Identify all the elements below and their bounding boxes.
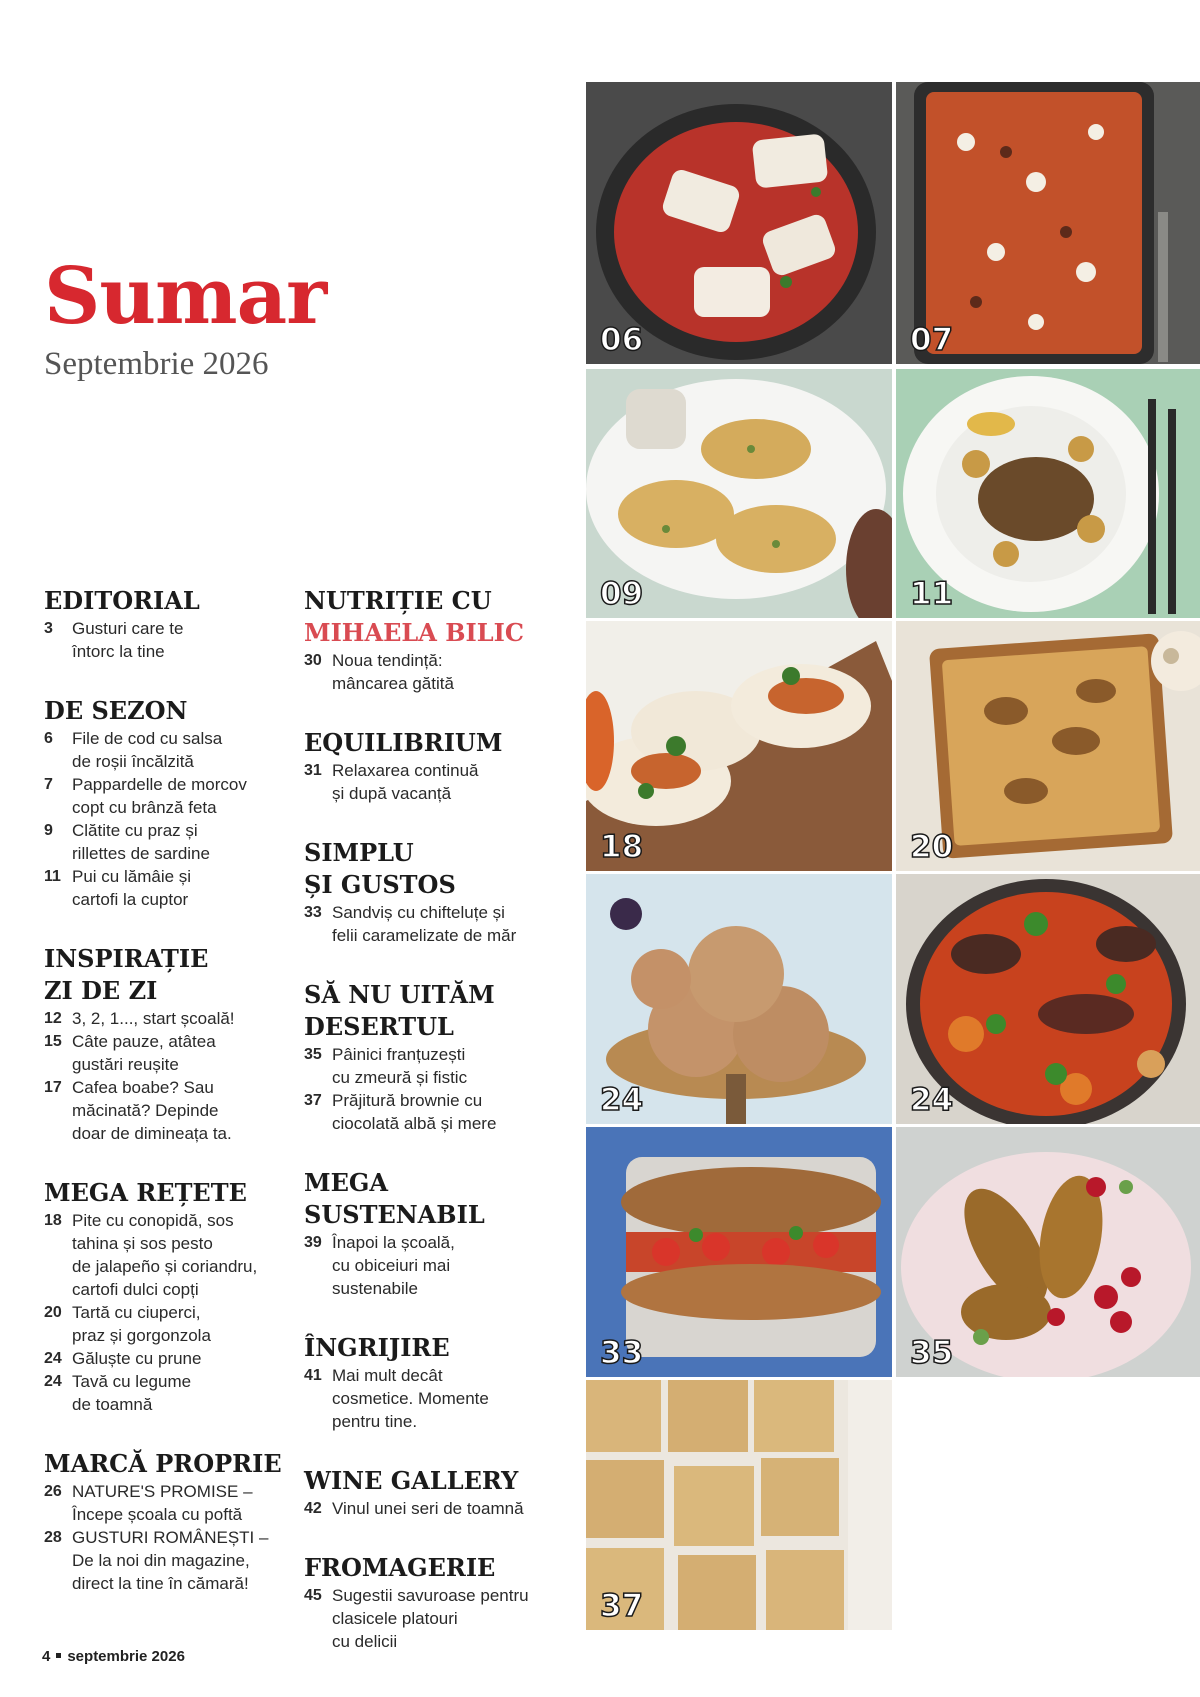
toc-section-desertul bbox=[304, 979, 564, 1135]
section-title: FROMAGERIE bbox=[304, 1553, 496, 1582]
toc-item-text: Găluște cu prune bbox=[72, 1349, 202, 1368]
toc-item-text: Tartă cu ciuperci, praz și gorgonzola bbox=[72, 1303, 211, 1345]
toc-item-text: Clătite cu praz și rillettes de sardine bbox=[72, 821, 210, 863]
toc-item[interactable] bbox=[304, 759, 564, 805]
toc-page-number: 24 bbox=[44, 1373, 62, 1390]
photo-mushroom-tart[interactable] bbox=[896, 621, 1200, 871]
photo-page-number: 35 bbox=[910, 1335, 954, 1371]
toc-page-number: 3 bbox=[44, 620, 53, 637]
toc-item-text: 3, 2, 1..., start școală! bbox=[72, 1009, 235, 1028]
photo-cauliflower-pitas[interactable] bbox=[586, 621, 892, 871]
toc-item-text: Vinul unei seri de toamnă bbox=[332, 1499, 524, 1518]
toc-item-text: File de cod cu salsa de roșii încălzită bbox=[72, 729, 223, 771]
page-subtitle: Septembrie 2026 bbox=[44, 346, 269, 382]
section-title-line2: ZI DE ZI bbox=[44, 976, 158, 1005]
toc-section-editorial bbox=[44, 585, 284, 663]
toc-section-equilibrium bbox=[304, 727, 564, 805]
footer-label: septembrie 2026 bbox=[67, 1648, 185, 1665]
photo-plum-dumplings[interactable] bbox=[586, 874, 892, 1124]
toc-item[interactable] bbox=[44, 727, 284, 773]
photo-page-number: 07 bbox=[910, 322, 954, 358]
toc-item[interactable] bbox=[304, 649, 564, 695]
toc-item[interactable] bbox=[304, 1043, 564, 1089]
toc-section-mega-sustenabil bbox=[304, 1167, 564, 1300]
toc-item-text: Prăjitură brownie cu ciocolată albă și mere bbox=[332, 1091, 497, 1133]
toc-column-right bbox=[304, 585, 564, 1685]
toc-item-text: Câte pauze, atâtea gustări reușite bbox=[72, 1032, 216, 1074]
toc-item-text: Pui cu lămâie și cartofi la cuptor bbox=[72, 867, 192, 909]
toc-section-simplu bbox=[304, 837, 564, 947]
footer-page-number: 4 bbox=[42, 1648, 51, 1665]
toc-page-number: 9 bbox=[44, 822, 53, 839]
section-title: DE SEZON bbox=[44, 696, 188, 725]
photo-page-number: 18 bbox=[600, 829, 644, 865]
page-title: Sumar bbox=[44, 251, 327, 342]
toc-page-number: 24 bbox=[44, 1350, 62, 1367]
toc-section-wine-gallery bbox=[304, 1465, 564, 1520]
toc-page-number: 30 bbox=[304, 652, 322, 669]
toc-item-text: Pappardelle de morcov copt cu brânză feta bbox=[72, 775, 247, 817]
photo-page-number: 37 bbox=[600, 1588, 644, 1624]
toc-item-text: Mai mult decât cosmetice. Momente pentru tine. bbox=[332, 1366, 489, 1431]
toc-item-text: Gusturi care te întorc la tine bbox=[72, 619, 184, 661]
toc-item[interactable] bbox=[304, 1364, 564, 1433]
section-title-line1: SĂ NU UITĂM bbox=[304, 980, 495, 1009]
toc-page-number: 12 bbox=[44, 1010, 62, 1027]
section-title bbox=[304, 1167, 564, 1231]
section-title bbox=[304, 837, 564, 901]
photo-page-number: 24 bbox=[910, 1082, 954, 1118]
section-title bbox=[44, 943, 284, 1007]
toc-item[interactable] bbox=[304, 1089, 564, 1135]
photo-page-number: 11 bbox=[910, 576, 954, 612]
toc-page-number: 39 bbox=[304, 1234, 322, 1251]
photo-page-number: 24 bbox=[600, 1082, 644, 1118]
toc-page-number: 18 bbox=[44, 1212, 62, 1229]
toc-column-left bbox=[44, 585, 284, 1627]
page-footer bbox=[42, 1648, 185, 1665]
toc-item[interactable] bbox=[44, 819, 284, 865]
photo-page-number: 33 bbox=[600, 1335, 644, 1371]
toc-item-text: Cafea boabe? Sau măcinată? Depinde doar de dimineața ta. bbox=[72, 1078, 232, 1143]
section-title-line1: INSPIRAȚIE bbox=[44, 944, 209, 973]
toc-item[interactable] bbox=[44, 617, 284, 663]
toc-page-number: 26 bbox=[44, 1483, 62, 1500]
toc-page-number: 31 bbox=[304, 762, 322, 779]
photo-meatball-sandwich[interactable] bbox=[586, 1127, 892, 1377]
toc-item[interactable] bbox=[44, 1076, 284, 1145]
toc-page-number: 35 bbox=[304, 1046, 322, 1063]
toc-page-number: 17 bbox=[44, 1079, 62, 1096]
toc-item[interactable] bbox=[44, 1347, 284, 1370]
toc-item-text: Relaxarea continuă și după vacanță bbox=[332, 761, 479, 803]
toc-item-text: GUSTURI ROMÂNEȘTI – De la noi din magazine, direct la tine în cămară! bbox=[72, 1528, 269, 1593]
toc-item-text: Sugestii savuroase pentru clasicele platouri cu delicii bbox=[332, 1586, 529, 1651]
toc-section-marca-proprie bbox=[44, 1448, 284, 1595]
section-title: WINE GALLERY bbox=[304, 1466, 519, 1495]
photo-page-number: 09 bbox=[600, 576, 644, 612]
toc-item-text: NATURE'S PROMISE – Începe școala cu poftă bbox=[72, 1482, 253, 1524]
section-title-line2: SUSTENABIL bbox=[304, 1200, 485, 1229]
toc-item-text: Pâinici franțuzești cu zmeură și fistic bbox=[332, 1045, 468, 1087]
toc-page-number: 7 bbox=[44, 776, 53, 793]
toc-item[interactable] bbox=[44, 1370, 284, 1416]
photo-french-toast[interactable] bbox=[896, 1127, 1200, 1377]
toc-page-number: 20 bbox=[44, 1304, 62, 1321]
toc-section-fromagerie bbox=[304, 1552, 564, 1653]
toc-page-number: 28 bbox=[44, 1529, 62, 1546]
section-title-line2: ȘI GUSTOS bbox=[304, 870, 456, 899]
toc-section-mega-retete bbox=[44, 1177, 284, 1416]
toc-page-number: 11 bbox=[44, 868, 61, 885]
section-title: MEGA REȚETE bbox=[44, 1178, 247, 1207]
photo-page-number: 06 bbox=[600, 322, 644, 358]
section-title: EQUILIBRIUM bbox=[304, 728, 503, 757]
toc-item[interactable] bbox=[44, 1209, 284, 1301]
footer-separator bbox=[56, 1653, 61, 1658]
section-title-line1: SIMPLU bbox=[304, 838, 414, 867]
section-title-line2: MIHAELA BILIC bbox=[304, 618, 524, 647]
toc-item[interactable] bbox=[304, 1497, 564, 1520]
toc-item[interactable] bbox=[44, 1301, 284, 1347]
toc-item[interactable] bbox=[44, 1007, 284, 1030]
toc-item-text: Sandviș cu chifteluțe și felii caramelizate de măr bbox=[332, 903, 517, 945]
toc-item[interactable] bbox=[44, 865, 284, 911]
toc-item[interactable] bbox=[304, 1231, 564, 1300]
photo-carrot-pappardelle[interactable] bbox=[896, 82, 1200, 364]
section-title: ÎNGRIJIRE bbox=[304, 1333, 450, 1362]
section-title-line1: MEGA bbox=[304, 1168, 388, 1197]
toc-section-inspiratie bbox=[44, 943, 284, 1145]
toc-item[interactable] bbox=[304, 901, 564, 947]
toc-item-text: Pite cu conopidă, sos tahina și sos pesto de jalapeño și coriandru, cartofi dulci copți bbox=[72, 1211, 258, 1299]
toc-item[interactable] bbox=[304, 1584, 564, 1653]
photo-leek-pancakes[interactable] bbox=[586, 369, 892, 618]
photo-vegetable-tray[interactable] bbox=[896, 874, 1200, 1124]
toc-page-number: 45 bbox=[304, 1587, 322, 1604]
section-title: EDITORIAL bbox=[44, 586, 200, 615]
toc-page-number: 41 bbox=[304, 1367, 322, 1384]
toc-section-ingrijire bbox=[304, 1332, 564, 1433]
photo-page-number: 20 bbox=[910, 829, 954, 865]
toc-section-nutritie bbox=[304, 585, 564, 695]
toc-item-text: Tavă cu legume de toamnă bbox=[72, 1372, 192, 1414]
toc-page-number: 42 bbox=[304, 1500, 322, 1517]
section-title: MARCĂ PROPRIE bbox=[44, 1449, 282, 1478]
section-title bbox=[304, 979, 564, 1043]
section-title-line1: NUTRIȚIE CU bbox=[304, 586, 492, 615]
toc-section-de-sezon bbox=[44, 695, 284, 911]
toc-item[interactable] bbox=[44, 1480, 284, 1526]
toc-page-number: 33 bbox=[304, 904, 322, 921]
toc-item[interactable] bbox=[44, 1526, 284, 1595]
toc-page-number: 15 bbox=[44, 1033, 62, 1050]
toc-item-text: Noua tendință: mâncarea gătită bbox=[332, 651, 454, 693]
toc-page-number: 6 bbox=[44, 730, 53, 747]
toc-item[interactable] bbox=[44, 1030, 284, 1076]
photo-cod-fillets[interactable] bbox=[586, 82, 892, 364]
toc-item[interactable] bbox=[44, 773, 284, 819]
photo-lemon-chicken[interactable] bbox=[896, 369, 1200, 618]
toc-page-number: 37 bbox=[304, 1092, 322, 1109]
toc-item-text: Înapoi la școală, cu obiceiuri mai sustenabile bbox=[332, 1233, 455, 1298]
photo-brownie[interactable] bbox=[586, 1380, 892, 1630]
section-title bbox=[304, 585, 564, 649]
section-title-line2: DESERTUL bbox=[304, 1012, 454, 1041]
